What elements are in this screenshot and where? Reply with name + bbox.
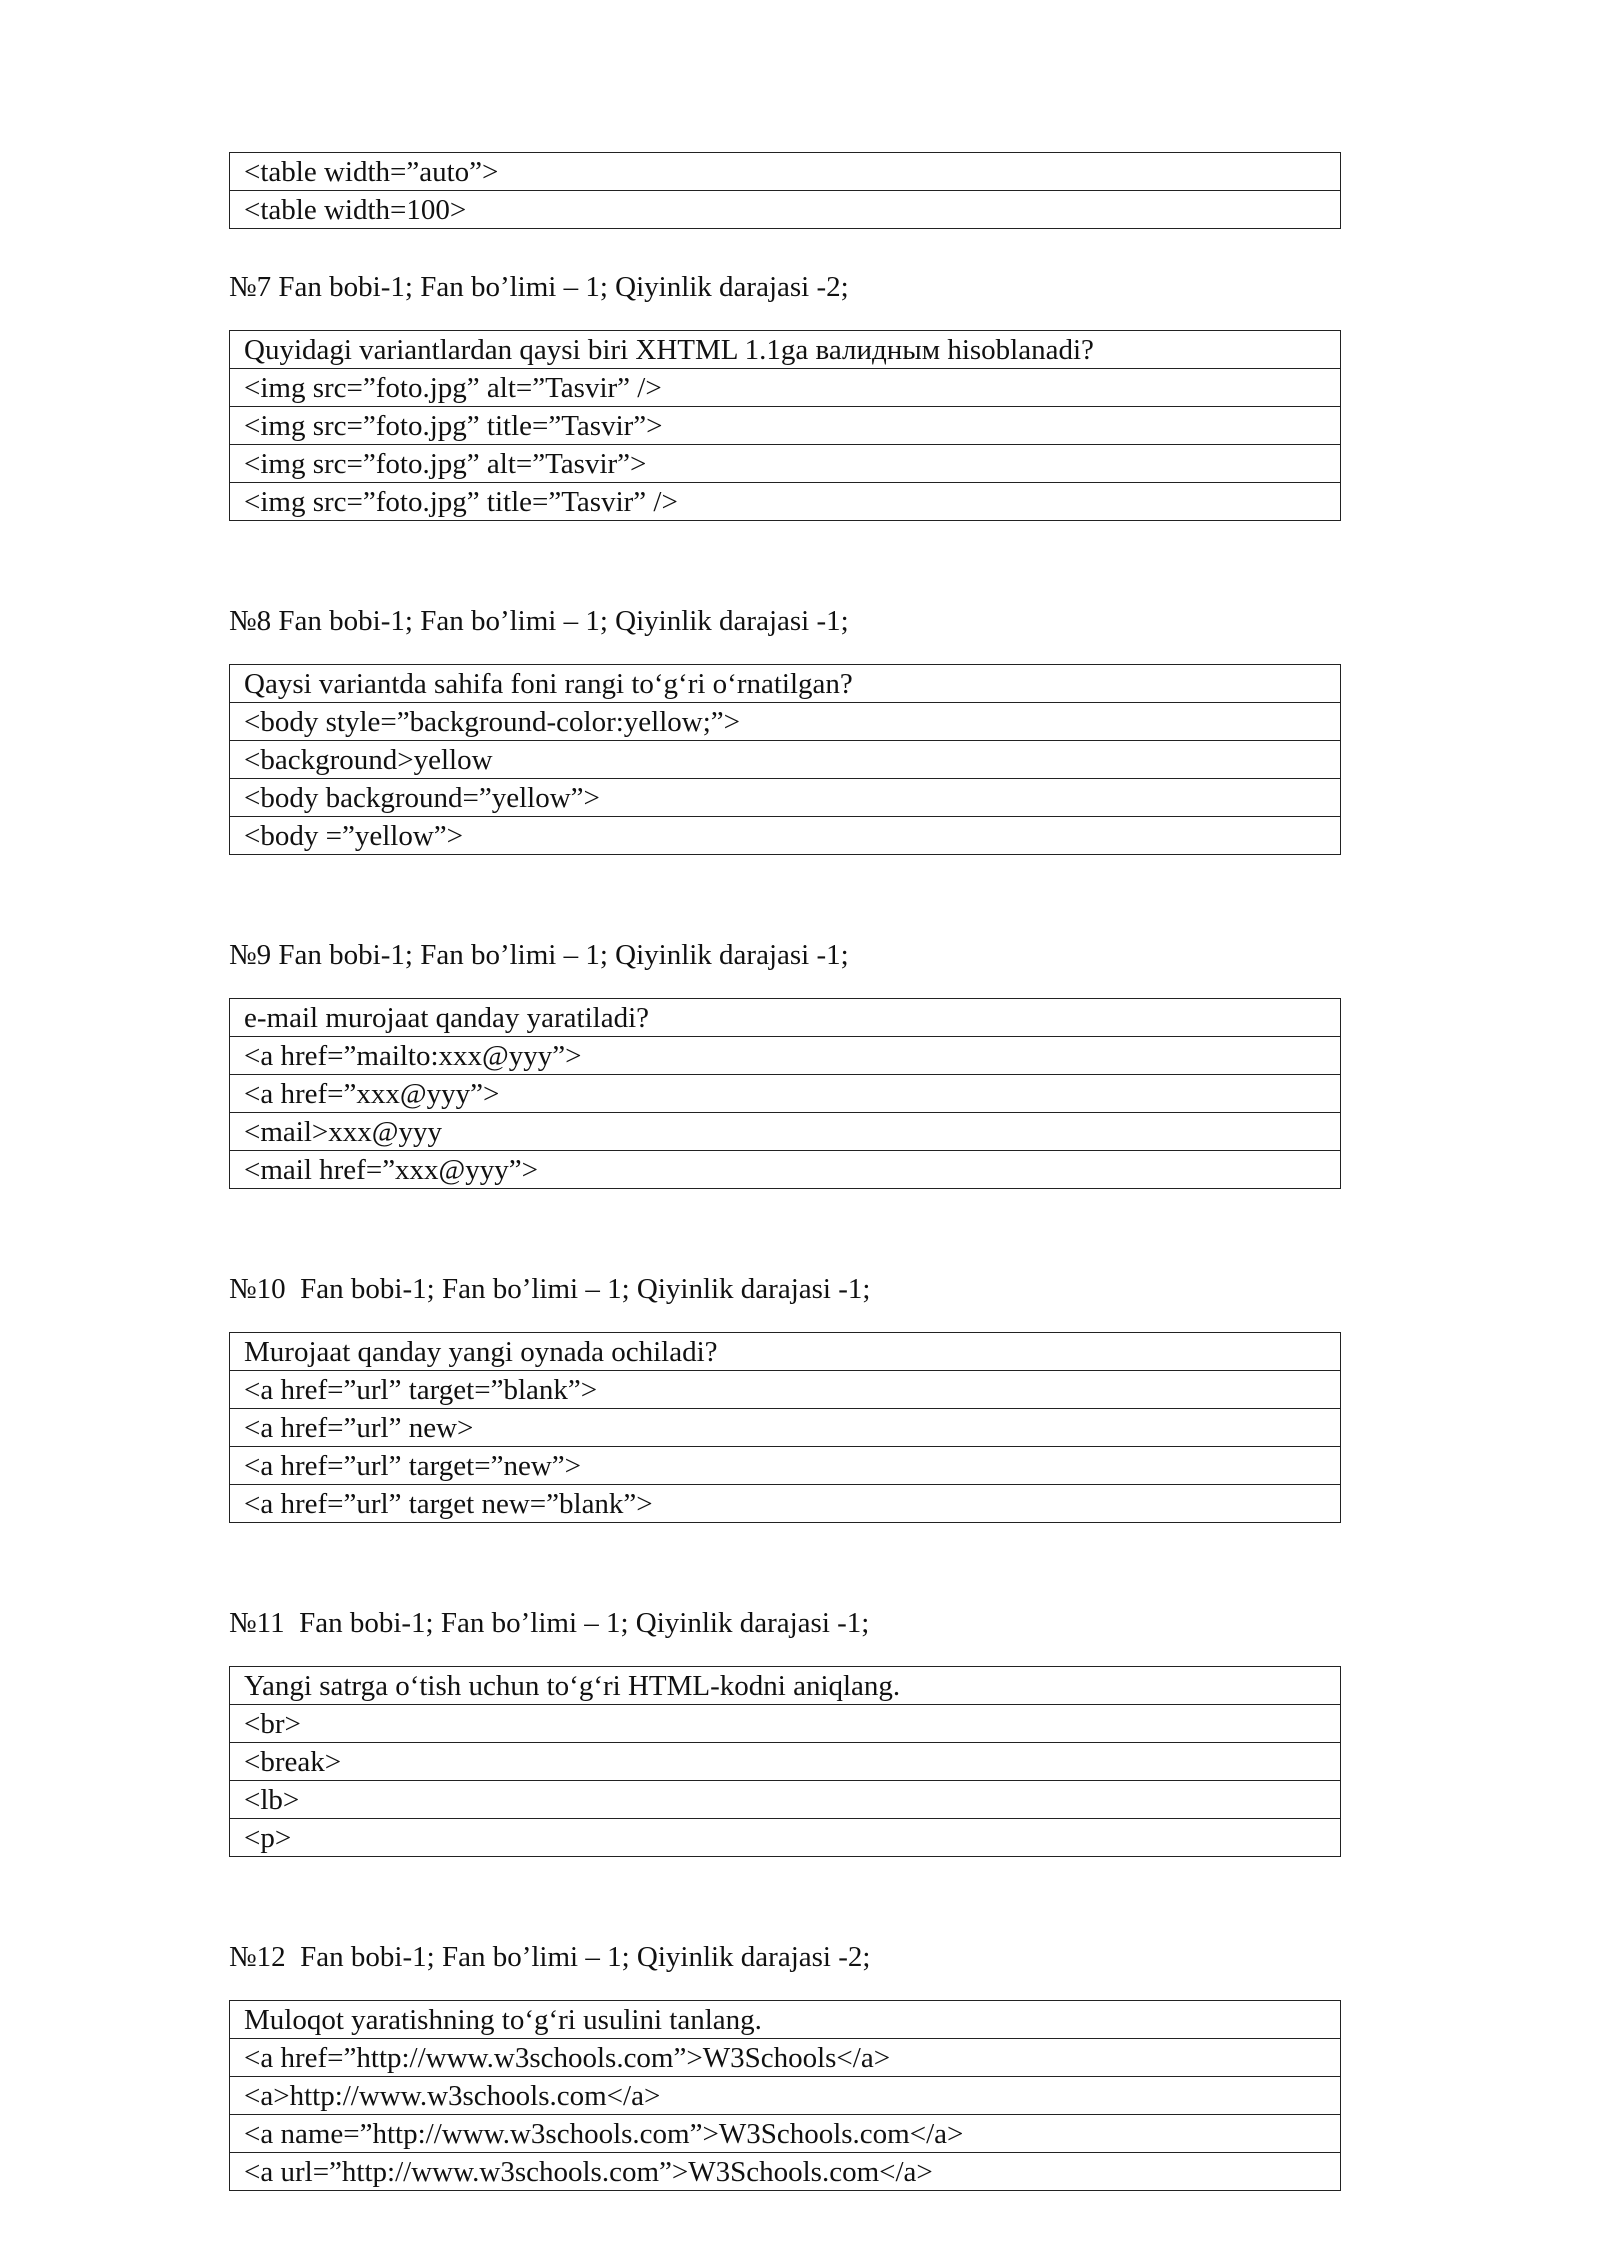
table-row bbox=[230, 407, 1341, 445]
option-cell: <a href=”url” target=”blank”> bbox=[230, 1371, 1341, 1409]
table-row bbox=[230, 1037, 1341, 1075]
option-cell: <background>yellow bbox=[230, 741, 1341, 779]
question-block-11 bbox=[229, 1605, 1341, 1857]
option-cell: <a href=”url” target new=”blank”> bbox=[230, 1485, 1341, 1523]
option-cell: <a href=”xxx@yyy”> bbox=[230, 1075, 1341, 1113]
table-row bbox=[230, 2115, 1341, 2153]
question-header: №11 Fan bobi-1; Fan bo’limi – 1; Qiyinlik darajasi -1; bbox=[229, 1607, 870, 1639]
table-row bbox=[230, 999, 1341, 1037]
table-row bbox=[230, 191, 1341, 229]
option-cell: <body background=”yellow”> bbox=[230, 779, 1341, 817]
table-row bbox=[230, 1485, 1341, 1523]
option-cell: <img src=”foto.jpg” alt=”Tasvir”> bbox=[230, 445, 1341, 483]
question-block-9 bbox=[229, 937, 1341, 1189]
option-cell: <mail>xxx@yyy bbox=[230, 1113, 1341, 1151]
table-row bbox=[230, 1113, 1341, 1151]
table-row bbox=[230, 1075, 1341, 1113]
table-row bbox=[230, 1371, 1341, 1409]
table-row bbox=[230, 1151, 1341, 1189]
table-row bbox=[230, 741, 1341, 779]
option-cell: <img src=”foto.jpg” title=”Tasvir” /> bbox=[230, 483, 1341, 521]
question-header: №7 Fan bobi-1; Fan bo’limi – 1; Qiyinlik darajasi -2; bbox=[229, 271, 849, 303]
table-row bbox=[230, 1781, 1341, 1819]
question-block-8 bbox=[229, 603, 1341, 855]
option-cell: <br> bbox=[230, 1705, 1341, 1743]
table-row bbox=[230, 331, 1341, 369]
table-row bbox=[230, 703, 1341, 741]
question-text-cell: Quyidagi variantlardan qaysi biri XHTML 1.1ga валидным hisoblanadi? bbox=[230, 331, 1341, 369]
question-text-cell: Murojaat qanday yangi oynada ochiladi? bbox=[230, 1333, 1341, 1371]
table-row bbox=[230, 1447, 1341, 1485]
question-text-cell: e-mail murojaat qanday yaratiladi? bbox=[230, 999, 1341, 1037]
table-row bbox=[230, 483, 1341, 521]
table-row bbox=[230, 779, 1341, 817]
table-row bbox=[230, 1819, 1341, 1857]
table-row bbox=[230, 1743, 1341, 1781]
option-cell: <mail href=”xxx@yyy”> bbox=[230, 1151, 1341, 1189]
table-row bbox=[230, 2153, 1341, 2191]
option-cell: <a href=”mailto:xxx@yyy”> bbox=[230, 1037, 1341, 1075]
table-row bbox=[230, 369, 1341, 407]
table-row bbox=[230, 665, 1341, 703]
question-header: №8 Fan bobi-1; Fan bo’limi – 1; Qiyinlik darajasi -1; bbox=[229, 605, 849, 637]
question-block-7 bbox=[229, 269, 1341, 521]
question-table bbox=[229, 664, 1341, 855]
question-block-12 bbox=[229, 1939, 1341, 2191]
option-cell: <img src=”foto.jpg” alt=”Tasvir” /> bbox=[230, 369, 1341, 407]
question-table bbox=[229, 1666, 1341, 1857]
table-row bbox=[230, 817, 1341, 855]
option-cell: <a>http://www.w3schools.com</a> bbox=[230, 2077, 1341, 2115]
question-table bbox=[229, 1332, 1341, 1523]
option-cell: <table width=100> bbox=[230, 191, 1341, 229]
question-block-10 bbox=[229, 1271, 1341, 1523]
option-cell: <table width=”auto”> bbox=[230, 153, 1341, 191]
option-cell: <a href=”http://www.w3schools.com”>W3Schools</a> bbox=[230, 2039, 1341, 2077]
question-header: №10 Fan bobi-1; Fan bo’limi – 1; Qiyinlik darajasi -1; bbox=[229, 1273, 871, 1305]
option-cell: <img src=”foto.jpg” title=”Tasvir”> bbox=[230, 407, 1341, 445]
table-row bbox=[230, 1705, 1341, 1743]
previous-question-options-table bbox=[229, 152, 1341, 229]
option-cell: <a href=”url” target=”new”> bbox=[230, 1447, 1341, 1485]
table-row bbox=[230, 1333, 1341, 1371]
table-row bbox=[230, 2077, 1341, 2115]
table-row bbox=[230, 153, 1341, 191]
question-text-cell: Qaysi variantda sahifa foni rangi to‘g‘ri o‘rnatilgan? bbox=[230, 665, 1341, 703]
document-content bbox=[229, 152, 1341, 2191]
option-cell: <p> bbox=[230, 1819, 1341, 1857]
option-cell: <break> bbox=[230, 1743, 1341, 1781]
question-text-cell: Muloqot yaratishning to‘g‘ri usulini tanlang. bbox=[230, 2001, 1341, 2039]
table-row bbox=[230, 445, 1341, 483]
option-cell: <a href=”url” new> bbox=[230, 1409, 1341, 1447]
option-cell: <a url=”http://www.w3schools.com”>W3Schools.com</a> bbox=[230, 2153, 1341, 2191]
question-header: №9 Fan bobi-1; Fan bo’limi – 1; Qiyinlik darajasi -1; bbox=[229, 939, 849, 971]
question-table bbox=[229, 998, 1341, 1189]
option-cell: <a name=”http://www.w3schools.com”>W3Schools.com</a> bbox=[230, 2115, 1341, 2153]
table-row bbox=[230, 1667, 1341, 1705]
option-cell: <body style=”background-color:yellow;”> bbox=[230, 703, 1341, 741]
question-table bbox=[229, 330, 1341, 521]
question-text-cell: Yangi satrga o‘tish uchun to‘g‘ri HTML-kodni aniqlang. bbox=[230, 1667, 1341, 1705]
table-row bbox=[230, 2001, 1341, 2039]
option-cell: <lb> bbox=[230, 1781, 1341, 1819]
table-row bbox=[230, 2039, 1341, 2077]
table-row bbox=[230, 1409, 1341, 1447]
question-header: №12 Fan bobi-1; Fan bo’limi – 1; Qiyinlik darajasi -2; bbox=[229, 1941, 871, 1973]
option-cell: <body =”yellow”> bbox=[230, 817, 1341, 855]
question-table bbox=[229, 2000, 1341, 2191]
